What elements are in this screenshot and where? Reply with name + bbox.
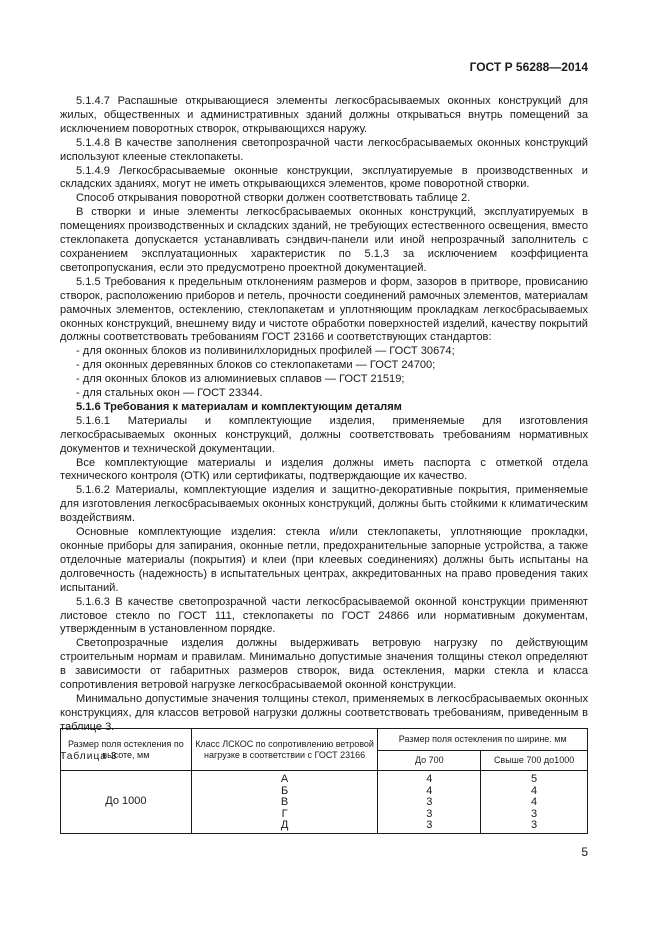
paragraph: 5.1.5 Требования к предельным отклонениям размеров и форм, зазоров в притворе, провисанию створок, расположению приборов и петель, прочности соединений рамочных элементов, материалам рамочных элементов, остеклению, стеклопакетам и уплотняющим прокладкам легкосбрасываемых оконных конструкций, внешнему виду и чистоте обработки поверхностей изделий, качеству покрытий должны соответствовать требованиям ГОСТ 23166 и соответствующих стандартов: [60,275,588,344]
cell-width-1-values [378,771,481,834]
header-width-2: Свыше 700 до1000 [481,751,588,771]
thickness-value: 3 [426,807,433,820]
thickness-value: 4 [426,784,433,797]
paragraph: Основные комплектующие изделия: стекла и/или стеклопакеты, уплотняющие прокладки, оконные приборы для запирания, оконные петли, предохранительные запорные устройства, а также отделочные материалы (покрытия) и клеи (при клеевых соединениях) должны быть испытаны на долговечность (надежность) в испытательных центрах, аккредитованных на право проведения таких испытаний. [60,526,588,594]
paragraph: Все комплектующие материалы и изделия должны иметь паспорта с отметкой отдела технического контроля (ОТК) или сертификаты, подтверждающие их качество. [60,456,588,483]
document-id: ГОСТ Р 56288—2014 [469,60,588,74]
page-number: 5 [581,845,588,859]
class-value: Г [281,807,288,820]
paragraph-list [60,95,588,735]
paragraph: 5.1.6.1 Материалы и комплектующие изделия, применяемые для изготовления легкосбрасываемых оконных конструкций, должны соответствовать требованиям нормативных документов и технической документации. [60,414,588,455]
header-width-group: Размер поля остекления по ширине. мм [378,729,588,751]
document-body [60,95,588,764]
section-heading: 5.1.6 Требования к материалам и комплектующим деталям [76,400,402,413]
table-header-row [61,729,588,751]
header-height: Размер поля остекления по высоте, мм [61,729,192,771]
thickness-value: 3 [531,807,538,820]
paragraph: Минимально допустимые значения толщины стекол, применяемых в легкосбрасываемых оконных конструкциях, для классов ветровой нагрузки должны соответствовать требованиям, приведенным в таблице 3. [60,692,588,733]
paragraph: 5.1.4.7 Распашные открывающиеся элементы легкосбрасываемых оконных конструкций для жилых, общественных и административных зданий должны открываться внутрь помещений за исключением поворотных створок, открывающихся наружу. [60,95,588,135]
paragraph: 5.1.4.8 В качестве заполнения светопрозрачной части легкосбрасываемых оконных конструкций используют клееные стеклопакеты. [60,136,588,163]
thickness-value: 3 [426,819,433,832]
thickness-value: 5 [531,773,538,785]
class-value: А [280,773,289,785]
paragraph: В створки и иные элементы легкосбрасываемых оконных конструкций, эксплуатируемых в помещениях производственных и складских зданий, не требующих естественного освещения, вместо стеклопакета допускается устанавливать сэндвич-панели или иной непрозрачный заполнитель с сохранением эксплуатационных характеристик по 5.1.3 за исключением коэффициента светопропускания, если это предусмотрено проектной документацией. [60,206,588,274]
table-caption: Таблица 3 [60,750,118,762]
paragraph: 5.1.6.2 Материалы, комплектующие изделия и защитно-декоративные покрытия, применяемые для изготовления легкосбрасываемых оконных конструкций, должны быть стойкими к климатическим воздействиям. [60,484,588,525]
thickness-value: 4 [531,796,538,809]
thickness-value: 4 [426,773,433,785]
cell-width-2-values [481,771,588,834]
paragraph: 5.1.6.3 В качестве светопрозрачной части легкосбрасываемой оконной конструкции применяют листовое стекло по ГОСТ 111, стеклопакеты по ГОСТ 24866 или нормативным документам, утвержденным в установленном порядке. [60,595,588,636]
paragraph: Способ открывания поворотной створки должен соответствовать таблице 2. [76,192,471,205]
paragraph: 5.1.4.9 Легкосбрасываемые оконные конструкции, эксплуатируемые в производственных и складских зданиях, могут не иметь открывающихся элементов, кроме поворотной створки. [60,164,588,191]
list-item: - для оконных деревянных блоков со стеклопакетами — ГОСТ 24700; [76,359,436,372]
glass-thickness-table [60,728,588,834]
list-item: - для оконных блоков из поливинилхлоридных профилей — ГОСТ 30674; [76,345,455,358]
paragraph: Светопрозрачные изделия должны выдерживать ветровую нагрузку по действующим строительным нормам и правилам. Минимально допустимые значения толщины стекол определяют в зависимости от габаритных размеров створок, вида остекления, марки стекла и класса сопротивления ветровой нагрузке легкосбрасываемой оконной конструкции. [60,637,588,692]
class-value: Д [280,819,289,832]
thickness-value: 4 [531,784,538,797]
thickness-value: 3 [426,796,433,809]
class-value: Б [280,784,289,797]
table-row [61,771,588,834]
list-item: - для оконных блоков из алюминиевых сплавов — ГОСТ 21519; [76,373,405,386]
header-width-1: До 700 [378,751,481,771]
class-value: В [280,796,289,809]
list-item: - для стальных окон — ГОСТ 23344. [76,387,263,400]
cell-height: До 1000 [61,771,192,834]
header-class: Класс ЛСКОС по сопротивлению ветровой нагрузке в соответствии с ГОСТ 23166 [191,729,378,771]
thickness-value: 3 [531,819,538,832]
cell-classes [191,771,378,834]
